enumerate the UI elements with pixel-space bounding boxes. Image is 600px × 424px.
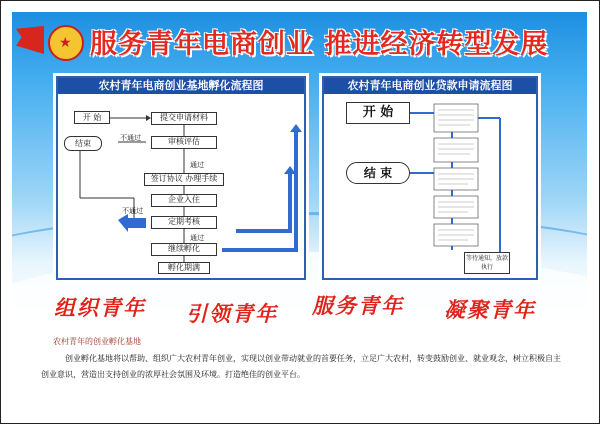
poster-title: 服务青年电商创业 推进经济转型发展: [90, 29, 549, 60]
slogan-unite: 凝聚青年: [444, 298, 536, 322]
loan-end-node: 结 束: [346, 162, 410, 184]
loan-flowchart-panel: [322, 76, 538, 280]
step-move-in: 企业入住: [151, 194, 217, 207]
youth-league-emblem-icon: ★: [48, 25, 84, 61]
end-node: 结束: [64, 136, 102, 151]
loan-flowchart-header: 农村青年电商创业贷款申请流程图: [324, 78, 536, 94]
loan-start-node: 开 始: [346, 102, 410, 124]
step-incubation-complete: 孵化期满: [158, 262, 210, 274]
incubation-flowchart-header: 农村青年电商创业基地孵化流程图: [58, 78, 304, 94]
slogan-row: [12, 288, 587, 326]
step-sign-agreement: 签订协议 办理手续: [144, 173, 224, 186]
description-paragraph: 创业孵化基地将以帮助、组织广大农村青年创业，实现以创业带动就业的首要任务，立足广大农村，转变鼓励创业、就业观念，树立积极自主创业意识，营造出支持创业的浓厚社会氛围及环境。打造绝佳的创业平台。: [41, 354, 561, 379]
step-periodic-assessment: 定期考核: [151, 216, 217, 229]
step-continue-incubation: 继续孵化: [151, 243, 217, 256]
label-pass-assessment: 通过: [190, 234, 204, 242]
slogan-serve: 服务青年: [312, 294, 404, 318]
loan-final-step: 等待通知，放款执行: [464, 252, 510, 274]
caption: 农村青年的创业孵化基地: [53, 337, 141, 346]
poster-board: [12, 12, 587, 326]
slogan-lead: 引领青年: [186, 302, 278, 326]
step-submit-application: 提交申请材料: [151, 112, 217, 125]
label-pass-review: 通过: [190, 161, 204, 169]
label-fail-review: 不通过: [120, 134, 141, 142]
slogan-organize: 组织青年: [54, 296, 146, 320]
label-fail-assessment: 不通过: [122, 207, 143, 215]
red-flag-icon: [16, 26, 44, 54]
step-review: 审核评估: [151, 136, 217, 149]
start-node: 开 始: [74, 111, 110, 124]
incubation-flowchart-panel: [56, 76, 306, 280]
